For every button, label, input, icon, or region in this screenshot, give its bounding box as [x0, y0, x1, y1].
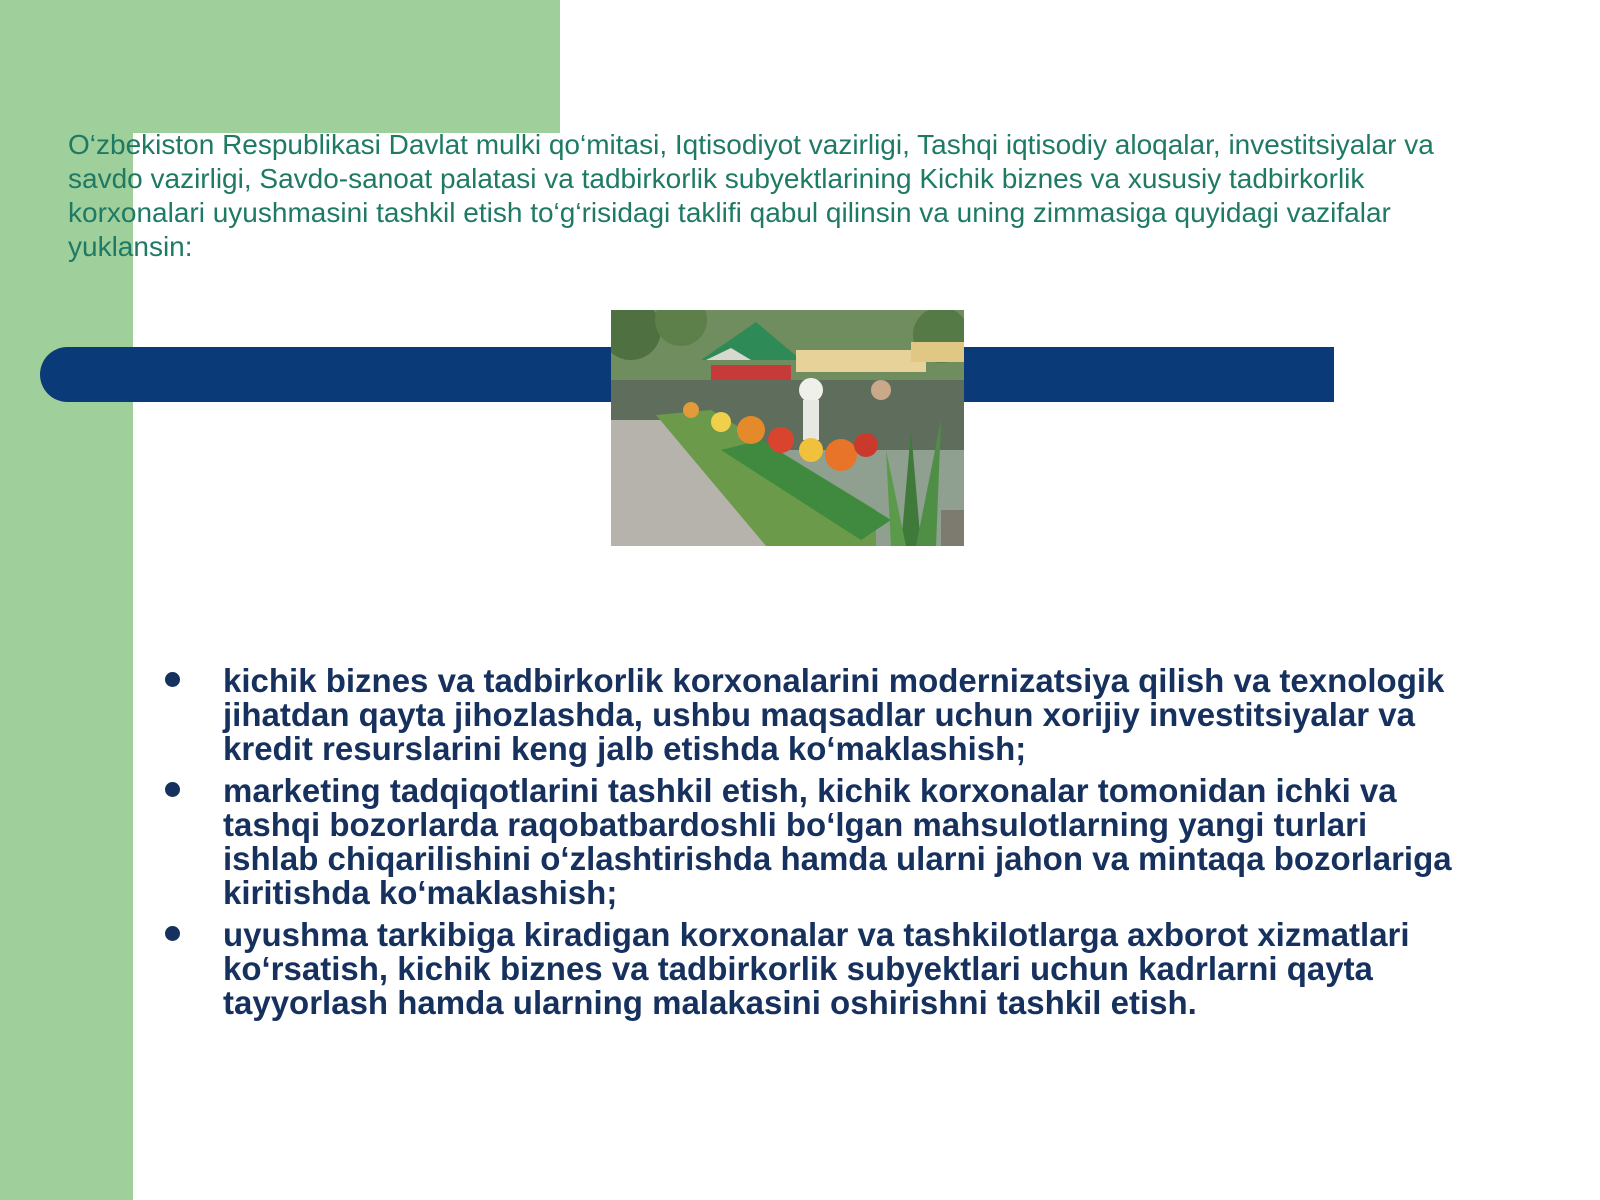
bullet-text: marketing tadqiqotlarini tashkil etish, kichik korxonalar tomonidan ichki va tashqi bozorlarda raqobatbardoshli bo‘lgan mahsulotlarning yangi turlari ishlab chiqarilishini o‘zlashtirishda hamda ularni jahon va mintaqa bozorlariga kiritishda ko‘maklashish;: [223, 772, 1452, 911]
list-item: [160, 664, 1470, 766]
bullet-text: kichik biznes va tadbirkorlik korxonalarini modernizatsiya qilish va texnologik jihatdan qayta jihozlashda, ushbu maqsadlar uchun xorijiy investitsiyalar va kredit resurslarini keng jalb etishda ko‘maklashish;: [223, 662, 1445, 767]
list-item: [160, 774, 1470, 910]
bullet-text: uyushma tarkibiga kiradigan korxonalar va tashkilotlarga axborot xizmatlari ko‘rsatish, kichik biznes va tadbirkorlik subyektlari uchun kadrlarni qayta tayyorlash hamda ularning malakasini oshirishni tashkil etish.: [223, 916, 1410, 1021]
bullet-icon: [165, 672, 180, 687]
intro-paragraph: O‘zbekiston Respublikasi Davlat mulki qo‘mitasi, Iqtisodiyot vazirligi, Tashqi iqtisodiy aloqalar, investitsiyalar va savdo vazirligi, Savdo-sanoat palatasi va tadbirkorlik subyektlarining Kichik biznes va xususiy tadbirkorlik korxonalari uyushmasini tashkil etish to‘g‘risidagi taklifi qabul qilinsin va uning zimmasiga quyidagi vazifalar yuklansin:: [68, 129, 1434, 262]
list-item: [160, 918, 1470, 1020]
market-photo: [611, 310, 964, 546]
bullet-list: [160, 664, 1470, 1028]
bullet-icon: [165, 782, 180, 797]
market-photo-image: [611, 310, 964, 546]
bullet-icon: [165, 926, 180, 941]
